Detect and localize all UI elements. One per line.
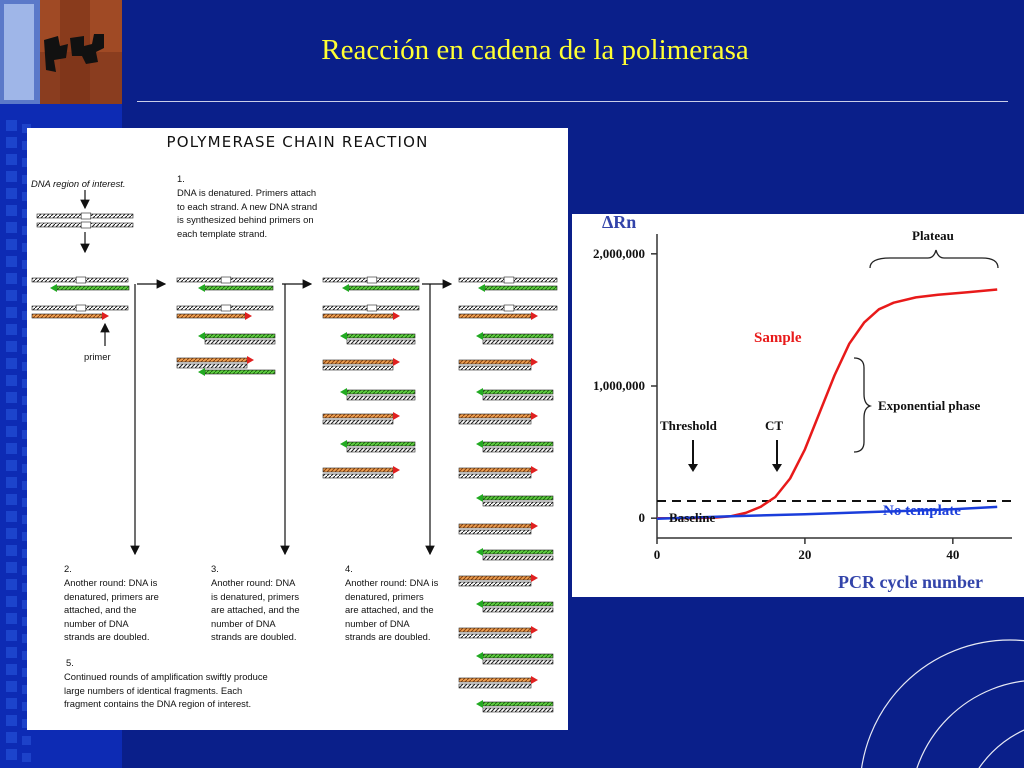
x-tick-label: 0 xyxy=(653,547,661,562)
template-strand xyxy=(459,420,531,424)
primer-arrow xyxy=(342,284,349,292)
x-axis-title: PCR cycle number xyxy=(838,572,983,592)
new-strand xyxy=(347,334,415,338)
template-strand xyxy=(483,340,553,344)
new-strand xyxy=(483,602,553,606)
step-1-text: DNA is denatured. Primers attach to each strand. A new DNA strand is synthesized behind primers on each template strand. xyxy=(177,187,318,239)
new-strand xyxy=(459,414,531,418)
x-tick-label: 20 xyxy=(798,547,812,562)
primer-arrow xyxy=(393,466,400,474)
template-strand xyxy=(483,608,553,612)
primer-arrow xyxy=(531,626,538,634)
primer-arrow xyxy=(340,440,347,448)
template-strand xyxy=(483,660,553,664)
step-1-number: 1. xyxy=(177,173,185,184)
region-marker xyxy=(367,277,377,283)
primer-arrow xyxy=(476,440,483,448)
primer-arrow xyxy=(340,332,347,340)
template-strand xyxy=(459,474,531,478)
new-strand xyxy=(205,334,275,338)
template-strand xyxy=(459,366,531,370)
primer-arrow xyxy=(393,358,400,366)
new-strand xyxy=(483,390,553,394)
region-marker xyxy=(81,222,91,228)
new-strand xyxy=(459,524,531,528)
region-marker xyxy=(367,305,377,311)
template-strand xyxy=(483,708,553,712)
primer-arrow xyxy=(478,284,485,292)
template-strand xyxy=(323,366,393,370)
template-strand xyxy=(323,420,393,424)
exponential-brace xyxy=(854,358,870,452)
primer-arrow xyxy=(476,548,483,556)
step-3-text: Another round: DNA is denatured, primers are attached, and the number of DNA strands are doubled. xyxy=(211,577,300,643)
new-strand xyxy=(323,468,393,472)
template-strand xyxy=(459,684,531,688)
new-strand xyxy=(483,334,553,338)
primer-arrow xyxy=(531,466,538,474)
new-strand xyxy=(177,358,247,362)
new-strand xyxy=(323,414,393,418)
template-strand xyxy=(459,530,531,534)
new-strand xyxy=(459,468,531,472)
template-strand xyxy=(459,582,531,586)
primer-arrow xyxy=(531,574,538,582)
y-tick-label: 0 xyxy=(638,510,645,526)
new-strand xyxy=(459,576,531,580)
primer-arrow xyxy=(476,600,483,608)
y-tick-label: 2,000,000 xyxy=(593,245,645,261)
primer-arrow xyxy=(531,522,538,530)
region-marker xyxy=(76,277,86,283)
plateau-label: Plateau xyxy=(912,228,954,243)
step-2-text: Another round: DNA is denatured, primers are attached, and the number of DNA strands are doubled. xyxy=(64,577,159,643)
primer-arrow xyxy=(531,312,538,320)
y-axis-title: ΔRn xyxy=(602,212,637,232)
new-strand xyxy=(205,286,273,290)
plateau-brace xyxy=(870,250,998,268)
amplification-chart-panel xyxy=(572,214,1024,597)
region-marker xyxy=(504,305,514,311)
primer-arrow xyxy=(102,312,109,320)
template-strand xyxy=(323,474,393,478)
step-5-text: Continued rounds of amplification swiftly produce large numbers of identical fragments. Each fragment contains the DNA region of interest. xyxy=(64,671,268,710)
template-strand xyxy=(459,634,531,638)
primer-label: primer xyxy=(84,351,111,362)
pcr-strand-illustration xyxy=(27,128,568,730)
new-strand xyxy=(323,360,393,364)
sample-label: Sample xyxy=(754,330,802,346)
no-template-label: No template xyxy=(883,503,961,519)
title-divider xyxy=(137,101,1008,102)
threshold-arrow-head xyxy=(688,464,698,472)
template-strand xyxy=(483,502,553,506)
new-strand xyxy=(485,286,557,290)
ct-arrow-head xyxy=(772,464,782,472)
primer-arrow xyxy=(247,356,254,364)
primer-arrow xyxy=(198,368,205,376)
dna-region-label: DNA region of interest. xyxy=(31,178,126,189)
exponential-phase-label: Exponential phase xyxy=(878,398,981,413)
new-strand xyxy=(349,286,419,290)
new-strand xyxy=(483,496,553,500)
new-strand xyxy=(459,360,531,364)
new-strand xyxy=(483,442,553,446)
primer-arrow xyxy=(531,676,538,684)
new-strand xyxy=(205,370,275,374)
primer-arrow xyxy=(393,312,400,320)
ct-label: CT xyxy=(765,418,784,433)
primer-arrow xyxy=(531,412,538,420)
region-marker xyxy=(81,213,91,219)
primer-arrow xyxy=(476,388,483,396)
step-4-text: Another round: DNA is denatured, primers are attached, and the number of DNA strands are doubled. xyxy=(345,577,439,643)
new-strand xyxy=(57,286,129,290)
step-2-number: 2. xyxy=(64,563,72,574)
primer-arrow xyxy=(198,284,205,292)
primer-arrow xyxy=(340,388,347,396)
pcr-diagram-title: POLYMERASE CHAIN REACTION xyxy=(166,133,429,151)
primer-arrow xyxy=(50,284,57,292)
slide-title: Reacción en cadena de la polimerasa xyxy=(321,34,749,66)
template-strand xyxy=(347,396,415,400)
new-strand xyxy=(483,702,553,706)
new-strand xyxy=(347,390,415,394)
pcr-diagram-panel xyxy=(27,128,568,730)
new-strand xyxy=(177,314,245,318)
step-4-number: 4. xyxy=(345,563,353,574)
template-strand xyxy=(177,364,247,368)
primer-arrow xyxy=(531,358,538,366)
template-strand xyxy=(205,340,275,344)
step-5-number: 5. xyxy=(66,657,74,668)
primer-arrow xyxy=(476,652,483,660)
new-strand xyxy=(483,550,553,554)
new-strand xyxy=(459,314,531,318)
region-marker xyxy=(221,305,231,311)
new-strand xyxy=(459,628,531,632)
new-strand xyxy=(32,314,102,318)
primer-arrow xyxy=(245,312,252,320)
primer-arrow xyxy=(393,412,400,420)
template-strand xyxy=(483,556,553,560)
baseline-label: Baseline xyxy=(669,510,716,525)
region-marker xyxy=(76,305,86,311)
x-tick-label: 40 xyxy=(946,547,960,562)
template-strand xyxy=(483,448,553,452)
y-tick-label: 1,000,000 xyxy=(593,378,645,393)
region-marker xyxy=(221,277,231,283)
new-strand xyxy=(483,654,553,658)
template-strand xyxy=(483,396,553,400)
primer-arrow xyxy=(476,332,483,340)
new-strand xyxy=(323,314,393,318)
region-marker xyxy=(504,277,514,283)
new-strand xyxy=(459,678,531,682)
primer-arrow xyxy=(476,700,483,708)
primer-arrow xyxy=(476,494,483,502)
template-strand xyxy=(347,340,415,344)
step-3-number: 3. xyxy=(211,563,219,574)
logo xyxy=(0,0,122,104)
new-strand xyxy=(347,442,415,446)
threshold-label: Threshold xyxy=(660,418,717,433)
template-strand xyxy=(347,448,415,452)
primer-arrow xyxy=(198,332,205,340)
